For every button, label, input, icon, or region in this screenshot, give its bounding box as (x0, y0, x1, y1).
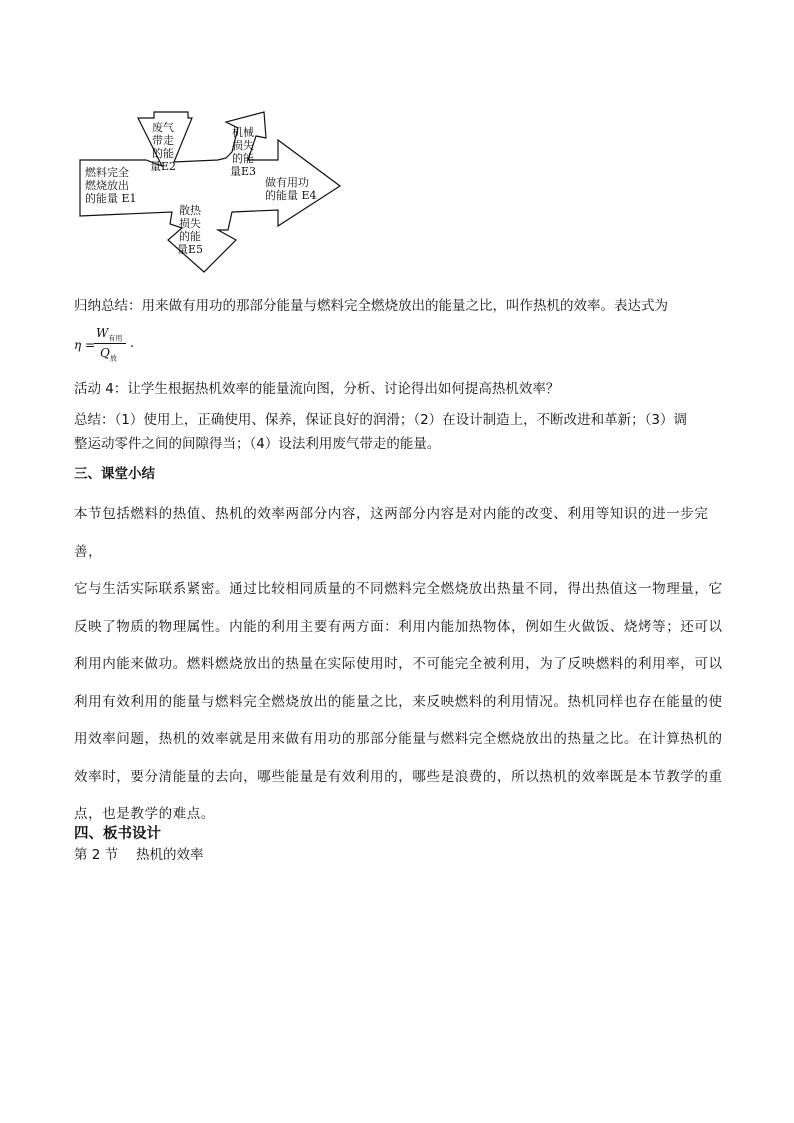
diagram-label-e4: 做有用功 的能量 E4 (265, 176, 317, 202)
section-3-line: 利用有效利用的能量与燃料完全燃烧放出的能量之比，来反映燃料的利用情况。热机同样也存在能量的使 (74, 693, 723, 710)
summary-line: 归纳总结：用来做有用功的那部分能量与燃料完全燃烧放出的能量之比，叫作热机的效率。表达式为 (74, 298, 668, 314)
section-3-line: 本节包括燃料的热值、热机的效率两部分内容，这两部分内容是对内能的改变、利用等知识的进一步完善， (74, 506, 709, 560)
formula-numerator: $W_{有用}$ (96, 326, 123, 343)
diagram-label-e3: 机械 损失 的能 量E3 (230, 126, 257, 178)
section-3-body (74, 496, 734, 834)
section-4-title: 四、板书设计 (74, 825, 161, 842)
section-3-line: 它与生活实际联系紧密。通过比较相同质量的不同燃料完全燃烧放出热量不同，得出热值这一物理量，它 (74, 581, 723, 597)
diagram-label-e5: 散热 损失 的能 量E5 (177, 204, 204, 256)
formula-fraction-bar (94, 343, 126, 344)
formula-denominator: $Q_放$ (100, 346, 117, 363)
section-3-line: 点，也是教学的难点。 (74, 806, 215, 822)
section-3-line: 利用内能来做功。燃料燃烧放出的热量在实际使用时，不可能完全被利用，为了反映燃料的利用率，可以 (74, 656, 723, 672)
diagram-label-e2: 废气 带走 的能 量E2 (150, 121, 177, 173)
activity-4: 活动 4：让学生根据热机效率的能量流向图，分析、讨论得出如何提高热机效率？ (74, 381, 560, 397)
section-3-line: 反映了物质的物理属性。内能的利用主要有两方面：利用内能加热物体，例如生火做饭、烧烤等；还可以 (74, 618, 723, 635)
conclusion-line-1: 总结：（1）使用上，正确使用、保养，保证良好的润滑；（2）在设计制造上，不断改进和革新；（3）调 (74, 412, 688, 428)
board-design-title: 第 2 节 热机的效率 (74, 847, 204, 863)
formula-period: . (130, 336, 135, 351)
energy-flow-diagram (70, 100, 360, 280)
conclusion-line-2: 整运动零件之间的间隙得当；（4）设法利用废气带走的能量。 (74, 436, 441, 452)
section-3-line: 效率时，要分清能量的去向，哪些能量是有效利用的，哪些是浪费的，所以热机的效率既是本节教学的重 (74, 768, 723, 785)
formula-eta: η = (74, 338, 96, 352)
section-3-title: 三、课堂小结 (74, 466, 155, 482)
diagram-label-e1: 燃料完全 燃烧放出 的能量 E1 (85, 166, 137, 205)
efficiency-formula (74, 326, 154, 366)
section-3-line: 用效率问题，热机的效率就是用来做有用功的那部分能量与燃料完全燃烧放出的热量之比。在计算热机的 (74, 731, 723, 747)
